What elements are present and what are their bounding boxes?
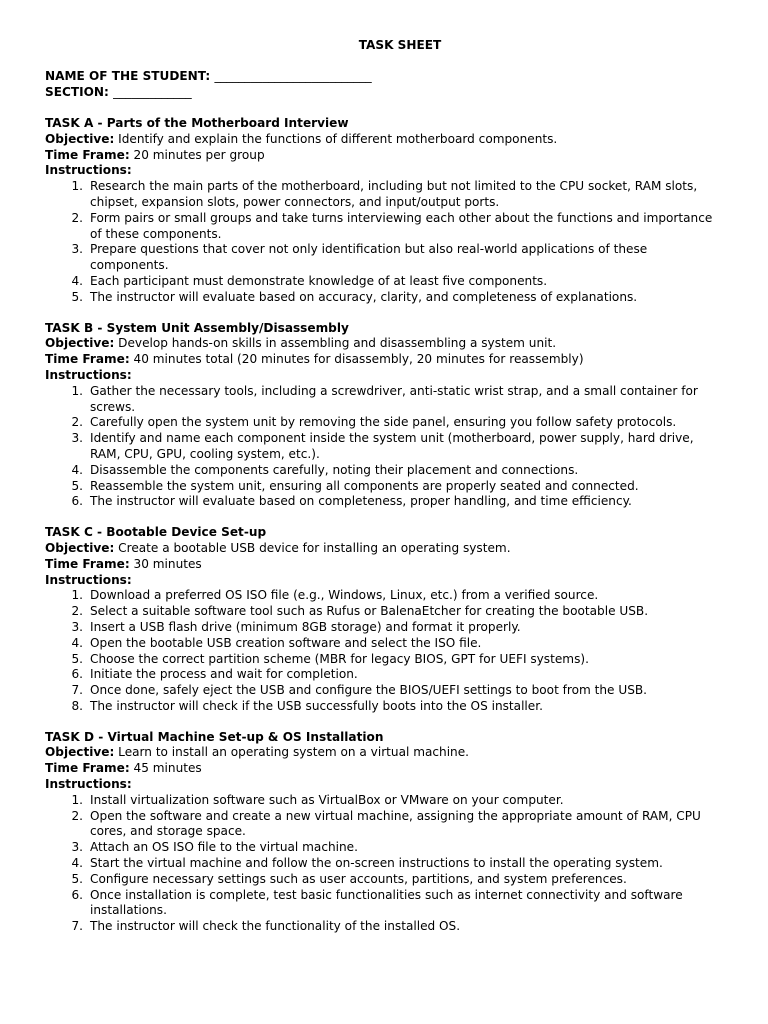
objective-label: Objective: [45,336,115,351]
page-title: TASK SHEET [358,38,442,52]
objective-row [45,132,725,148]
task-section [45,321,725,511]
list-item [45,620,725,636]
step-number: 4. [71,856,83,871]
step-number: 6. [71,887,83,902]
step-number: 2. [71,808,83,823]
step-number: 5. [71,651,83,666]
list-item [45,888,725,920]
instructions-label: Instructions: [45,572,132,587]
list-item [45,494,725,510]
objective-label: Objective: [45,540,115,555]
time-frame-label: Time Frame: [45,147,130,162]
student-name-field [45,69,725,85]
step-text: The instructor will evaluate based on accuracy, clarity, and completeness of explanations. [90,289,638,304]
step-number: 3. [71,431,83,446]
time-frame-value: 30 minutes [133,556,202,571]
objective-label: Objective: [45,131,115,146]
step-text: Choose the correct partition scheme (MBR for legacy BIOS, GPT for UEFI systems). [90,651,589,666]
step-text: Form pairs or small groups and take turns interviewing each other about the functions and importance of these components. [90,210,713,241]
list-item [45,683,725,699]
step-number: 7. [71,683,83,698]
time-frame-value: 40 minutes total (20 minutes for disassembly, 20 minutes for reassembly) [133,352,584,367]
section-blank: _____________ [113,85,192,99]
objective-value: Learn to install an operating system on a virtual machine. [118,745,470,760]
task-title: TASK C - Bootable Device Set-up [45,525,267,540]
objective-value: Create a bootable USB device for installing an operating system. [118,540,511,555]
time-frame-label: Time Frame: [45,556,130,571]
step-number: 1. [71,179,83,194]
list-item [45,793,725,809]
step-number: 2. [71,604,83,619]
step-text: Open the software and create a new virtual machine, assigning the appropriate amount of RAM, CPU cores, and storage space. [90,808,701,839]
step-text: Carefully open the system unit by removing the side panel, ensuring you follow safety protocols. [90,415,677,430]
step-number: 5. [71,478,83,493]
step-text: Select a suitable software tool such as Rufus or BalenaEtcher for creating the bootable USB. [90,604,649,619]
instruction-list [45,588,725,714]
instruction-list [45,384,725,510]
list-item [45,667,725,683]
objective-row [45,336,725,352]
objective-row [45,745,725,761]
step-text: Identify and name each component inside the system unit (motherboard, power supply, hard drive, RAM, CPU, GPU, cooling system, etc.). [90,431,694,461]
step-number: 1. [71,792,83,807]
step-number: 3. [71,242,83,257]
time-frame-label: Time Frame: [45,352,130,367]
step-text: Start the virtual machine and follow the on-screen instructions to install the operating system. [90,856,663,871]
list-item [45,479,725,495]
section-field [45,85,725,101]
list-item [45,919,725,935]
list-item [45,242,725,274]
task-section [45,730,725,935]
list-item [45,840,725,856]
task-title: TASK A - Parts of the Motherboard Interview [45,116,349,130]
task-section [45,525,725,715]
task-title: TASK D - Virtual Machine Set-up & OS Installation [45,729,384,744]
step-text: Initiate the process and wait for completion. [90,667,358,682]
step-number: 5. [71,871,83,886]
time-frame-value: 45 minutes [133,761,202,776]
step-text: Prepare questions that cover not only identification but also real-world applications of these components. [90,242,648,273]
student-name-blank: __________________________ [214,69,372,83]
time-frame-value: 20 minutes per group [133,147,265,162]
instruction-list [45,179,725,305]
instruction-list [45,793,725,935]
step-text: Insert a USB flash drive (minimum 8GB storage) and format it properly. [90,619,521,634]
step-number: 6. [71,494,83,509]
time-frame-label: Time Frame: [45,761,130,776]
time-frame-row [45,557,725,573]
objective-value: Develop hands-on skills in assembling and disassembling a system unit. [118,336,557,351]
objective-row [45,541,725,557]
step-number: 2. [71,415,83,430]
list-item [45,652,725,668]
list-item [45,463,725,479]
step-text: Configure necessary settings such as user accounts, partitions, and system preferences. [90,871,627,886]
step-text: Attach an OS ISO file to the virtual machine. [90,840,358,855]
list-item [45,809,725,841]
section-label: SECTION: [45,85,109,99]
step-number: 5. [71,289,83,304]
step-number: 7. [71,919,83,934]
list-item [45,415,725,431]
step-number: 6. [71,667,83,682]
step-text: Once done, safely eject the USB and configure the BIOS/UEFI settings to boot from the USB. [90,683,648,698]
task-title: TASK B - System Unit Assembly/Disassembly [45,320,349,335]
list-item [45,699,725,715]
list-item [45,588,725,604]
objective-label: Objective: [45,745,115,760]
list-item [45,872,725,888]
list-item [45,636,725,652]
step-number: 2. [71,210,83,225]
step-text: The instructor will check the functionality of the installed OS. [90,919,461,934]
step-number: 4. [71,635,83,650]
step-number: 8. [71,698,83,713]
step-number: 3. [71,840,83,855]
step-text: Open the bootable USB creation software and select the ISO file. [90,635,482,650]
time-frame-row [45,148,725,164]
step-text: Gather the necessary tools, including a screwdriver, anti-static wrist strap, and a small container for screws. [90,383,698,414]
step-text: Reassemble the system unit, ensuring all components are properly seated and connected. [90,478,639,493]
step-text: Disassemble the components carefully, noting their placement and connections. [90,462,579,477]
step-number: 1. [71,588,83,603]
list-item [45,211,725,243]
list-item [45,384,725,416]
step-text: Research the main parts of the motherboard, including but not limited to the CPU socket, RAM slots, chipset, expansion slots, power connectors, and input/output ports. [90,179,698,209]
instructions-label: Instructions: [45,163,132,178]
instructions-label: Instructions: [45,367,132,382]
step-text: The instructor will check if the USB successfully boots into the OS installer. [90,698,543,713]
objective-value: Identify and explain the functions of different motherboard components. [118,131,558,146]
list-item [45,431,725,463]
time-frame-row [45,761,725,777]
step-text: Download a preferred OS ISO file (e.g., Windows, Linux, etc.) from a verified source. [90,588,599,603]
step-number: 4. [71,462,83,477]
step-text: The instructor will evaluate based on completeness, proper handling, and time efficiency. [90,494,632,509]
task-list [45,116,725,935]
step-text: Install virtualization software such as VirtualBox or VMware on your computer. [90,792,564,807]
step-number: 3. [71,619,83,634]
instructions-label: Instructions: [45,777,132,792]
list-item [45,604,725,620]
task-section [45,116,725,306]
step-text: Each participant must demonstrate knowledge of at least five components. [90,273,548,288]
list-item [45,856,725,872]
step-text: Once installation is complete, test basic functionalities such as internet connectivity and software installations. [90,887,683,918]
list-item [45,179,725,211]
list-item [45,290,725,306]
student-name-label: NAME OF THE STUDENT: [45,69,211,83]
step-number: 4. [71,273,83,288]
step-number: 1. [71,383,83,398]
time-frame-row [45,352,725,368]
list-item [45,274,725,290]
task-sheet-page [45,38,725,935]
student-fields [45,69,725,101]
